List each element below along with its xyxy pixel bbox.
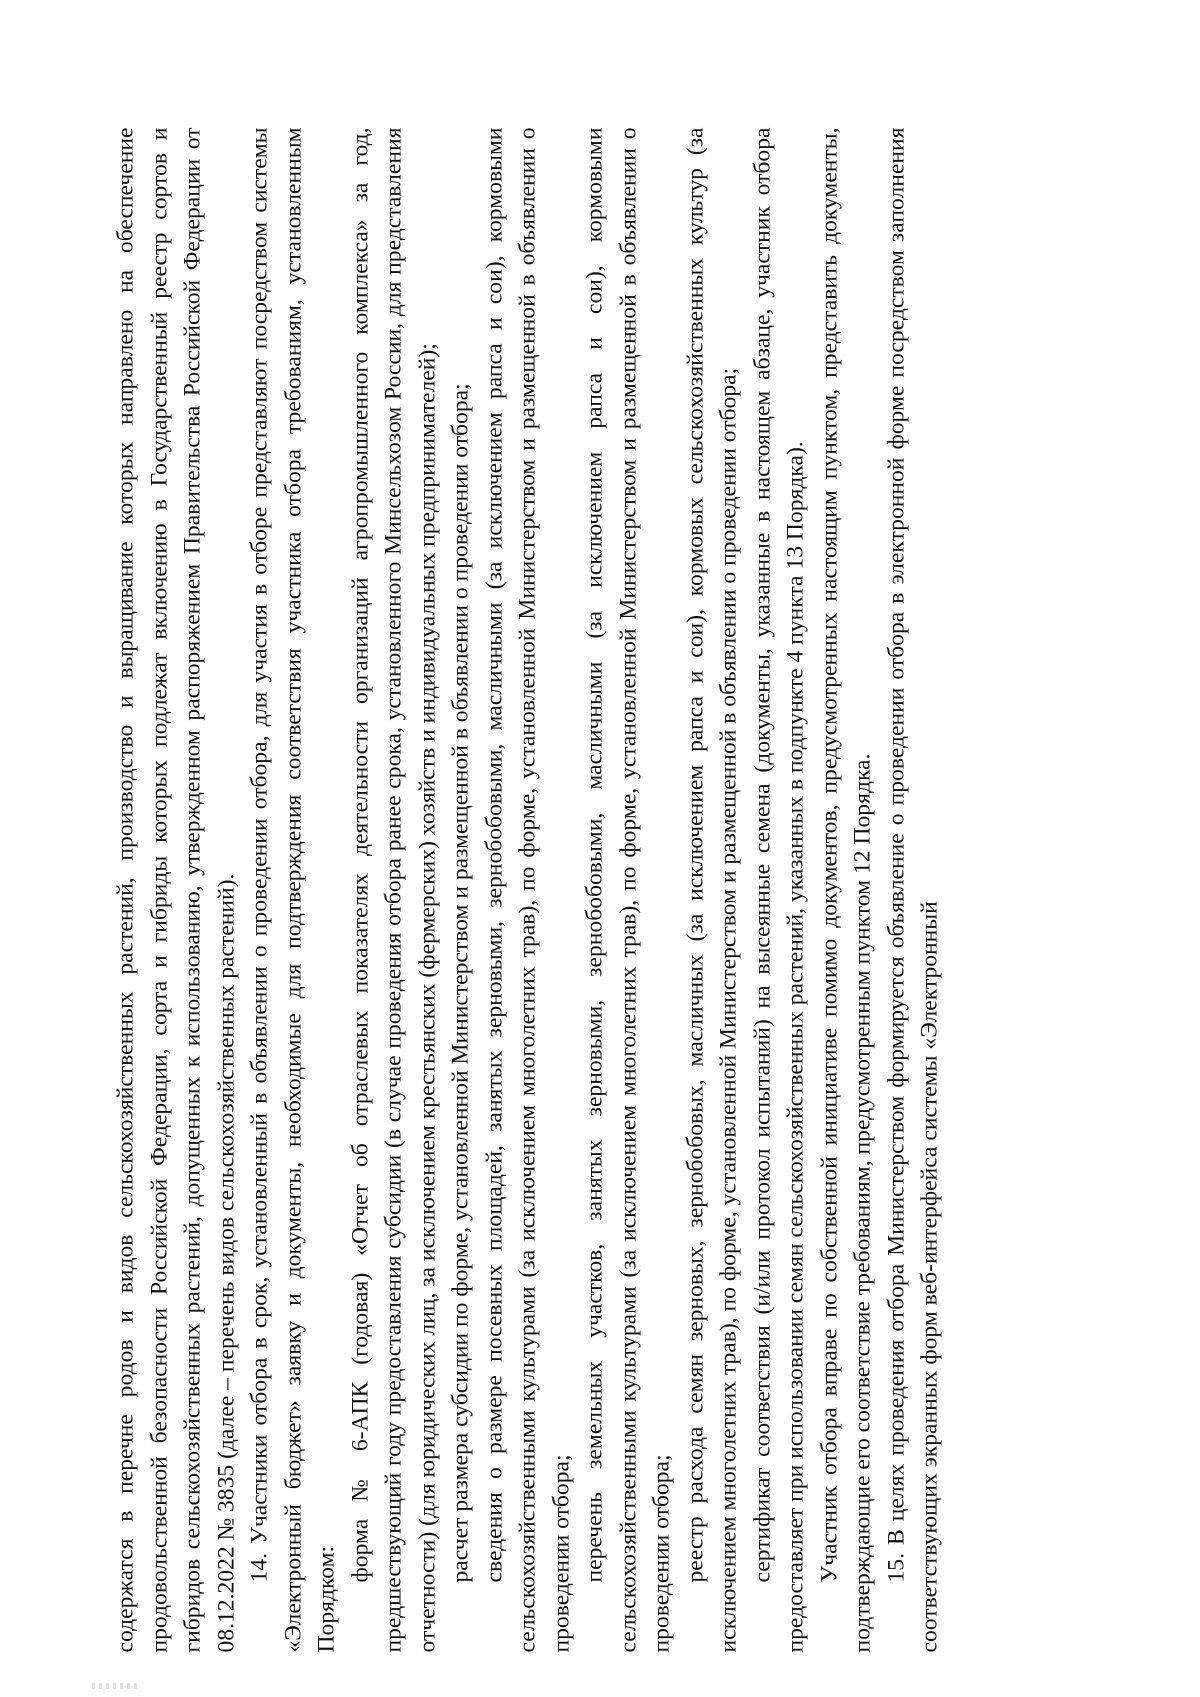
paragraph-6: перечень земельных участков, занятых зерновыми, зернобобовыми, масличными (за исключением рапса и сои), кормовыми сельскохозяйственными культурами (за исключением многолетних трав), по форме, установленной Министерством и размещенной в объявлении о проведении отбора;	[581, 127, 675, 1653]
paragraph-2: 14. Участники отбора в срок, установленный в объявлении о проведении отбора, для участия в отборе представляют посредством системы «Электронный бюджет» заявку и документы, необходимые для подтверждения соответствия участника отбора требованиям, установленным Порядком:	[246, 127, 340, 1653]
paragraph-1: содержатся в перечне родов и видов сельскохозяйственных растений, производство и выращивание которых направлено на обеспечение продовольственной безопасности Российской Федерации, сорта и гибриды которых подлежат включению в Государственный реестр сортов и гибридов сельскохозяйственных растений, допущенных к использованию, утвержденном распоряжением Правительства Российской Федерации от 08.12.2022 № 3835 (далее – перечень видов сельскохозяйственных растений).	[112, 127, 239, 1653]
scan-artifact	[92, 1683, 140, 1689]
paragraph-9: Участник отбора вправе по собственной инициативе помимо документов, предусмотренных настоящим пунктом, представить документы, подтверждающие его соответствие требованиям, предусмотренным пунктом 12 Порядка.	[816, 127, 876, 1653]
paragraph-8: сертификат соответствия (и/или протокол испытаний) на высеянные семена (документы, указанные в настоящем абзаце, участник отбора предоставляет при использовании семян сельскохозяйственных растений, указанных в подпункте 4 пункта 13 Порядка).	[749, 127, 809, 1653]
paragraph-10: 15. В целях проведения отбора Министерством формируется объявление о проведении отбора в электронной форме посредством заполнения соответствующих экранных форм веб-интерфейса системы «Электронный	[883, 127, 943, 1653]
paragraph-4: расчет размера субсидии по форме, установленной Министерством и размещенной в объявлении о проведении отбора;	[447, 383, 474, 1583]
paragraph-7: реестр расхода семян зерновых, зернобобовых, масличных (за исключением рапса и сои), кормовых сельскохозяйственных культур (за исключением многолетних трав), по форме, установленной Министерством и размещенной в объявлении о проведении отбора;	[682, 127, 742, 1653]
document-body	[110, 128, 948, 1653]
rotated-text-block	[110, 128, 1110, 1653]
paragraph-3: форма № 6-АПК (годовая) «Отчет об отраслевых показателях деятельности организаций агропромышленного комплекса» за год, предшествующий году предоставления субсидии (в случае проведения отбора ранее срока, установленного Минсельхозом России, для представления отчетности) (для юридических лиц, за исключением крестьянских (фермерских) хозяйств и индивидуальных предпринимателей);	[347, 127, 440, 1653]
paragraph-5: сведения о размере посевных площадей, занятых зерновыми, зернобобовыми, масличными (за исключением рапса и сои), кормовыми сельскохозяйственными культурами (за исключением многолетних трав), по форме, установленной Министерством и размещенной в объявлении о проведении отбора;	[481, 127, 574, 1653]
